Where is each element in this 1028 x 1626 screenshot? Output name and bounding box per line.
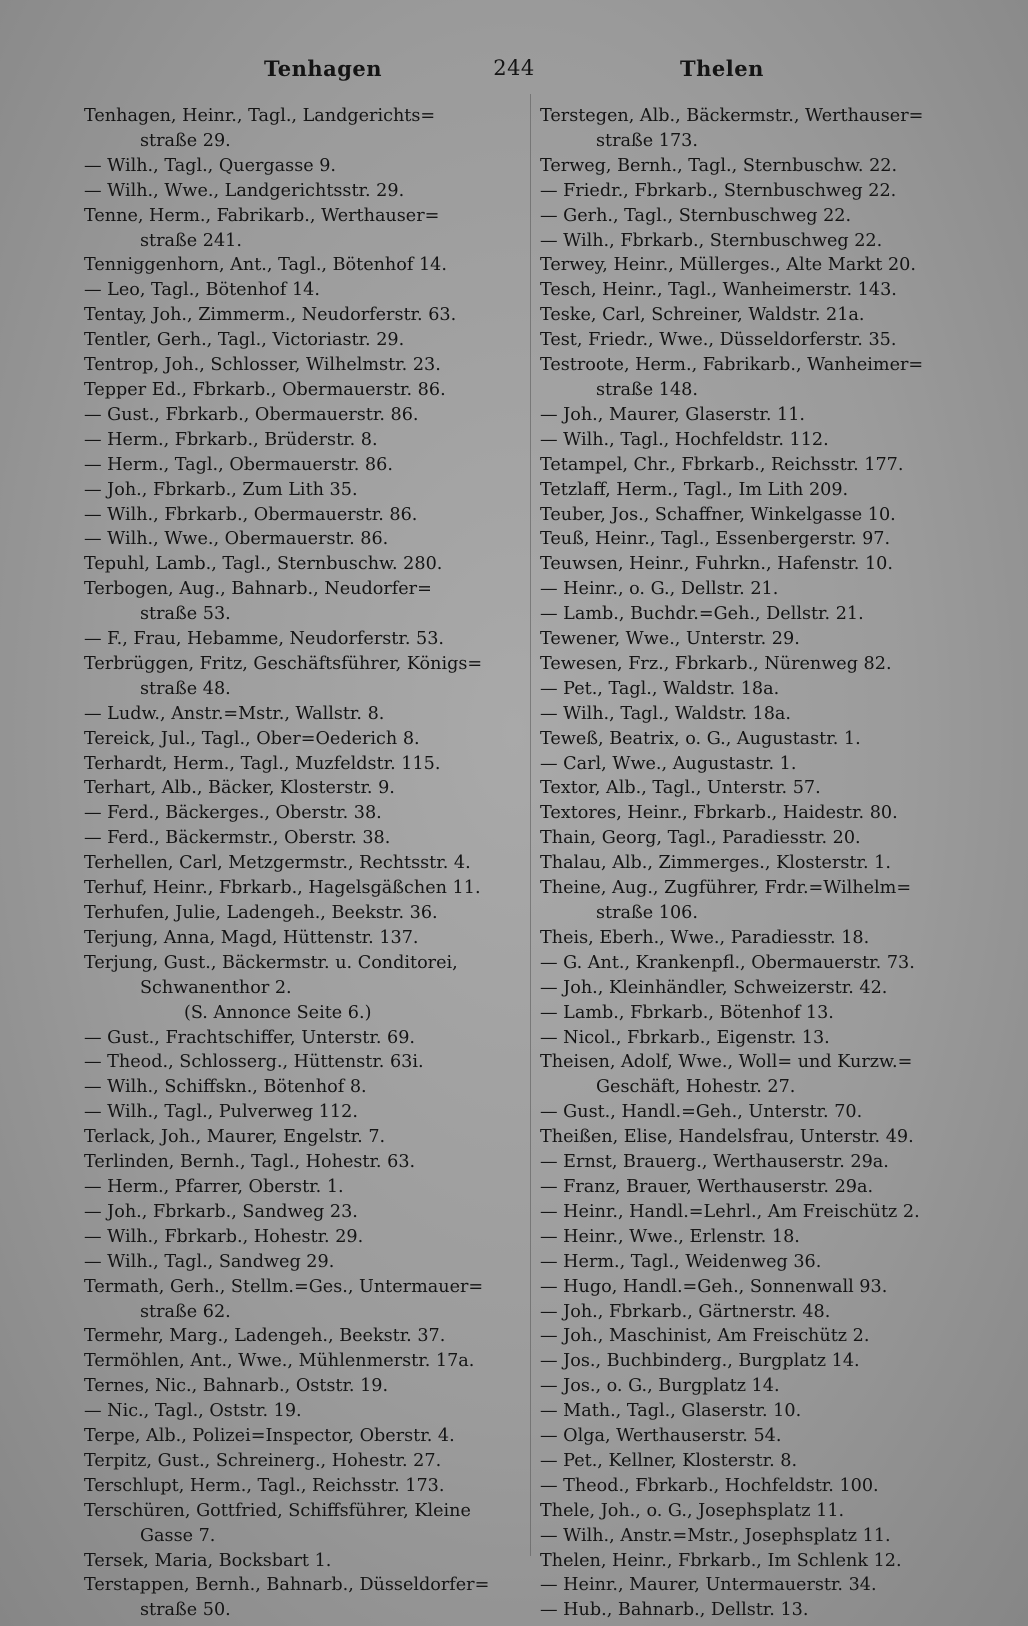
entry-text: Textor, Alb., Tagl., Unterstr. 57. bbox=[540, 778, 821, 799]
entry-text: — Math., Tagl., Glaserstr. 10. bbox=[540, 1401, 802, 1422]
entry-text: Terstegen, Alb., Bäckermstr., Werthauser= bbox=[540, 106, 924, 126]
directory-entry bbox=[84, 702, 514, 727]
entry-continuation: straße 50. bbox=[140, 1600, 231, 1621]
directory-entry bbox=[84, 727, 514, 752]
entry-text: Tepper Ed., Fbrkarb., Obermauerstr. 86. bbox=[84, 379, 446, 400]
directory-entry bbox=[540, 1050, 970, 1100]
directory-entry bbox=[84, 453, 514, 478]
entry-text: — Heinr., Maurer, Untermauerstr. 34. bbox=[540, 1575, 877, 1596]
directory-entry bbox=[540, 926, 970, 951]
directory-entry bbox=[84, 1026, 514, 1051]
entry-text: — Gust., Handl.=Geh., Unterstr. 70. bbox=[540, 1102, 863, 1123]
directory-entry bbox=[84, 154, 514, 179]
entry-text: Tersek, Maria, Bocksbart 1. bbox=[84, 1550, 332, 1571]
directory-entry bbox=[540, 104, 970, 154]
entry-text: Terlack, Joh., Maurer, Engelstr. 7. bbox=[84, 1127, 386, 1148]
entry-text: — Heinr., Handl.=Lehrl., Am Freischütz 2. bbox=[540, 1201, 920, 1222]
directory-entry bbox=[84, 1225, 514, 1250]
directory-entry bbox=[540, 1225, 970, 1250]
entry-text: — Ferd., Bäckermstr., Oberstr. 38. bbox=[84, 828, 391, 849]
directory-entry bbox=[84, 1125, 514, 1150]
entry-text: — Wilh., Fbrkarb., Hohestr. 29. bbox=[84, 1226, 364, 1247]
entry-text: — Theod., Schlosserg., Hüttenstr. 63i. bbox=[84, 1052, 424, 1073]
directory-entry bbox=[84, 776, 514, 801]
entry-continuation: straße 29. bbox=[140, 130, 231, 151]
entry-text: Tenhagen, Heinr., Tagl., Landgerichts= bbox=[84, 106, 436, 126]
entry-text: — G. Ant., Krankenpfl., Obermauerstr. 73. bbox=[540, 952, 915, 973]
directory-entry bbox=[84, 1050, 514, 1075]
entry-text: — Carl, Wwe., Augustastr. 1. bbox=[540, 753, 797, 774]
entry-text: Terjung, Anna, Magd, Hüttenstr. 137. bbox=[84, 927, 419, 948]
entry-continuation: straße 106. bbox=[596, 903, 698, 923]
entry-text: Test, Friedr., Wwe., Düsseldorferstr. 35. bbox=[540, 330, 897, 351]
directory-entry bbox=[540, 1399, 970, 1424]
entry-text: Teske, Carl, Schreiner, Waldstr. 21a. bbox=[540, 305, 865, 326]
entry-continuation: straße 173. bbox=[596, 130, 698, 151]
directory-entry bbox=[84, 1449, 514, 1474]
directory-entry bbox=[540, 1001, 970, 1026]
directory-entry bbox=[84, 876, 514, 901]
directory-entry bbox=[540, 727, 970, 752]
entry-text: — Joh., Maurer, Glaserstr. 11. bbox=[540, 404, 806, 425]
directory-entry bbox=[84, 328, 514, 353]
directory-entry bbox=[540, 278, 970, 303]
directory-entry bbox=[84, 552, 514, 577]
entry-text: — Hugo, Handl.=Geh., Sonnenwall 93. bbox=[540, 1276, 888, 1297]
directory-entry bbox=[540, 403, 970, 428]
entry-text: — Wilh., Wwe., Obermauerstr. 86. bbox=[84, 529, 389, 550]
entry-text: — Wilh., Wwe., Landgerichtsstr. 29. bbox=[84, 180, 405, 201]
directory-entry bbox=[540, 702, 970, 727]
entry-text: Terlinden, Bernh., Tagl., Hohestr. 63. bbox=[84, 1152, 416, 1173]
header-right-keyword: Thelen bbox=[680, 56, 764, 81]
directory-entry bbox=[540, 627, 970, 652]
entry-text: — Gust., Frachtschiffer, Unterstr. 69. bbox=[84, 1027, 416, 1048]
header-left-keyword: Tenhagen bbox=[264, 56, 383, 81]
directory-entry bbox=[84, 1349, 514, 1374]
entry-text: Terbogen, Aug., Bahnarb., Neudorfer= bbox=[84, 579, 432, 600]
directory-entry bbox=[540, 1200, 970, 1225]
directory-entry bbox=[84, 577, 514, 627]
directory-entry bbox=[84, 1474, 514, 1499]
directory-entry bbox=[84, 403, 514, 428]
directory-entry bbox=[540, 801, 970, 826]
directory-entry bbox=[540, 1573, 970, 1598]
entry-text: — Joh., Fbrkarb., Gärtnerstr. 48. bbox=[540, 1301, 831, 1322]
entry-text: Teuwsen, Heinr., Fuhrkn., Hafenstr. 10. bbox=[540, 554, 893, 575]
left-column bbox=[84, 104, 514, 1623]
directory-entry bbox=[84, 527, 514, 552]
entry-text: — Heinr., Wwe., Erlenstr. 18. bbox=[540, 1226, 800, 1247]
directory-entry bbox=[540, 752, 970, 777]
entry-text: Teuß, Heinr., Tagl., Essenbergerstr. 97. bbox=[540, 529, 891, 550]
entry-text: — Theod., Fbrkarb., Hochfeldstr. 100. bbox=[540, 1475, 879, 1496]
directory-entry bbox=[540, 428, 970, 453]
directory-entry bbox=[540, 204, 970, 229]
directory-entry bbox=[84, 353, 514, 378]
directory-entry bbox=[84, 1200, 514, 1225]
directory-entry bbox=[540, 1549, 970, 1574]
directory-entry bbox=[540, 652, 970, 677]
entry-text: Tentrop, Joh., Schlosser, Wilhelmstr. 23. bbox=[84, 355, 441, 376]
entry-text: Terstappen, Bernh., Bahnarb., Düsseldorfer= bbox=[84, 1575, 490, 1596]
entry-text: Tentler, Gerh., Tagl., Victoriastr. 29. bbox=[84, 330, 405, 351]
directory-entry bbox=[540, 1499, 970, 1524]
directory-entry bbox=[540, 154, 970, 179]
directory-entry bbox=[540, 1125, 970, 1150]
directory-entry bbox=[84, 801, 514, 826]
directory-entry bbox=[540, 776, 970, 801]
entry-continuation: straße 53. bbox=[140, 604, 231, 625]
entry-continuation: straße 148. bbox=[596, 379, 698, 400]
directory-entry bbox=[84, 303, 514, 328]
entry-text: — Hub., Bahnarb., Dellstr. 13. bbox=[540, 1600, 809, 1621]
directory-entry bbox=[540, 253, 970, 278]
right-column bbox=[540, 104, 970, 1623]
directory-entry bbox=[540, 1100, 970, 1125]
directory-entry bbox=[84, 826, 514, 851]
directory-entry bbox=[540, 602, 970, 627]
entry-text: — Nicol., Fbrkarb., Eigenstr. 13. bbox=[540, 1027, 830, 1048]
entry-text: — Leo, Tagl., Bötenhof 14. bbox=[84, 280, 320, 301]
directory-entry bbox=[540, 1175, 970, 1200]
page-header bbox=[0, 56, 1028, 90]
directory-entry bbox=[84, 1399, 514, 1424]
entry-text: Tetampel, Chr., Fbrkarb., Reichsstr. 177. bbox=[540, 454, 904, 475]
entry-text: Teweß, Beatrix, o. G., Augustastr. 1. bbox=[540, 728, 861, 749]
entry-text: Terhellen, Carl, Metzgermstr., Rechtsstr. 4. bbox=[84, 853, 471, 874]
entry-text: Tepuhl, Lamb., Tagl., Sternbuschw. 280. bbox=[84, 554, 443, 575]
entry-text: — Olga, Werthauserstr. 54. bbox=[540, 1426, 782, 1447]
entry-annotation: (S. Annonce Seite 6.) bbox=[184, 1002, 372, 1023]
directory-entry bbox=[84, 1075, 514, 1100]
directory-entry bbox=[540, 976, 970, 1001]
entry-text: Tereick, Jul., Tagl., Ober=Oederich 8. bbox=[84, 728, 420, 749]
entry-text: Thelen, Heinr., Fbrkarb., Im Schlenk 12. bbox=[540, 1550, 902, 1571]
directory-entry bbox=[84, 503, 514, 528]
directory-entry bbox=[540, 1524, 970, 1549]
directory-entry bbox=[84, 901, 514, 926]
entry-text: Tenniggenhorn, Ant., Tagl., Bötenhof 14. bbox=[84, 255, 447, 276]
page-number: 244 bbox=[493, 56, 535, 80]
entry-text: — Nic., Tagl., Oststr. 19. bbox=[84, 1401, 302, 1422]
entry-text: Termath, Gerh., Stellm.=Ges., Untermauer= bbox=[84, 1276, 484, 1297]
entry-text: Terpe, Alb., Polizei=Inspector, Oberstr. 4. bbox=[84, 1426, 455, 1447]
directory-entry bbox=[540, 826, 970, 851]
directory-entry bbox=[84, 104, 514, 154]
entry-text: — Heinr., o. G., Dellstr. 21. bbox=[540, 579, 779, 600]
entry-text: — Joh., Fbrkarb., Zum Lith 35. bbox=[84, 479, 358, 500]
entry-continuation: Schwanenthor 2. bbox=[140, 977, 292, 998]
entry-text: — Wilh., Tagl., Pulverweg 112. bbox=[84, 1102, 358, 1123]
entry-text: — Wilh., Fbrkarb., Obermauerstr. 86. bbox=[84, 504, 418, 525]
entry-text: Teuber, Jos., Schaffner, Winkelgasse 10. bbox=[540, 504, 896, 525]
entry-text: Termehr, Marg., Ladengeh., Beekstr. 37. bbox=[84, 1326, 446, 1347]
directory-entry bbox=[84, 478, 514, 503]
directory-entry bbox=[84, 1424, 514, 1449]
directory-entry bbox=[540, 677, 970, 702]
directory-entry bbox=[540, 1275, 970, 1300]
directory-entry bbox=[540, 1026, 970, 1051]
directory-entry bbox=[540, 951, 970, 976]
entry-text: Tewener, Wwe., Unterstr. 29. bbox=[540, 629, 800, 650]
entry-text: — Wilh., Tagl., Hochfeldstr. 112. bbox=[540, 429, 829, 450]
directory-entry bbox=[540, 1424, 970, 1449]
directory-entry bbox=[84, 1324, 514, 1349]
entry-text: — Ernst, Brauerg., Werthauserstr. 29a. bbox=[540, 1152, 889, 1173]
entry-text: Tenne, Herm., Fabrikarb., Werthauser= bbox=[84, 205, 440, 226]
entry-text: Terhardt, Herm., Tagl., Muzfeldstr. 115. bbox=[84, 753, 441, 774]
entry-text: — F., Frau, Hebamme, Neudorferstr. 53. bbox=[84, 629, 445, 650]
entry-text: Theine, Aug., Zugführer, Frdr.=Wilhelm= bbox=[540, 878, 912, 899]
directory-entry bbox=[84, 1275, 514, 1325]
directory-entry bbox=[540, 328, 970, 353]
directory-entry bbox=[84, 253, 514, 278]
entry-continuation: straße 241. bbox=[140, 230, 242, 251]
entry-continuation: straße 48. bbox=[140, 678, 231, 699]
entry-text: — Jos., o. G., Burgplatz 14. bbox=[540, 1376, 780, 1397]
directory-entry bbox=[540, 179, 970, 204]
directory-entry bbox=[84, 1374, 514, 1399]
directory-entry bbox=[540, 1150, 970, 1175]
directory-entry bbox=[540, 453, 970, 478]
entry-text: Terbrüggen, Fritz, Geschäftsführer, Königs= bbox=[84, 653, 483, 674]
entry-text: Testroote, Herm., Fabrikarb., Wanheimer= bbox=[540, 355, 924, 376]
directory-entry bbox=[84, 204, 514, 254]
directory-entry bbox=[84, 926, 514, 951]
entry-text: — Ferd., Bäckerges., Oberstr. 38. bbox=[84, 803, 382, 824]
entry-continuation: Geschäft, Hohestr. 27. bbox=[596, 1077, 796, 1098]
directory-entry bbox=[540, 1250, 970, 1275]
entry-text: Tesch, Heinr., Tagl., Wanheimerstr. 143. bbox=[540, 280, 897, 301]
directory-entry bbox=[540, 1374, 970, 1399]
directory-entry bbox=[540, 1349, 970, 1374]
entry-text: Textores, Heinr., Fbrkarb., Haidestr. 80. bbox=[540, 803, 898, 824]
column-divider bbox=[530, 94, 531, 1556]
entry-text: — Wilh., Fbrkarb., Sternbuschweg 22. bbox=[540, 230, 883, 251]
entry-text: Terpitz, Gust., Schreinerg., Hohestr. 27. bbox=[84, 1450, 442, 1471]
entry-text: — Wilh., Tagl., Sandweg 29. bbox=[84, 1251, 335, 1272]
directory-entry bbox=[84, 1250, 514, 1275]
entry-text: Thalau, Alb., Zimmerges., Klosterstr. 1. bbox=[540, 853, 891, 874]
entry-text: — Pet., Tagl., Waldstr. 18a. bbox=[540, 678, 780, 699]
directory-entry bbox=[540, 851, 970, 876]
entry-text: — Joh., Maschinist, Am Freischütz 2. bbox=[540, 1326, 870, 1347]
entry-text: Thele, Joh., o. G., Josephsplatz 11. bbox=[540, 1500, 845, 1521]
directory-entry bbox=[540, 1324, 970, 1349]
directory-entry bbox=[540, 503, 970, 528]
directory-entry bbox=[540, 1300, 970, 1325]
directory-entry bbox=[84, 1573, 514, 1623]
directory-entry bbox=[540, 353, 970, 403]
directory-entry bbox=[84, 752, 514, 777]
directory-entry bbox=[540, 552, 970, 577]
directory-entry bbox=[84, 1175, 514, 1200]
entry-text: Terhart, Alb., Bäcker, Klosterstr. 9. bbox=[84, 778, 395, 799]
entry-text: Theißen, Elise, Handelsfrau, Unterstr. 49. bbox=[540, 1127, 914, 1148]
entry-text: — Ludw., Anstr.=Mstr., Wallstr. 8. bbox=[84, 703, 385, 724]
directory-entry bbox=[84, 851, 514, 876]
directory-entry bbox=[84, 652, 514, 702]
entry-continuation: Gasse 7. bbox=[140, 1525, 216, 1546]
entry-continuation: straße 62. bbox=[140, 1301, 231, 1322]
entry-text: — Lamb., Buchdr.=Geh., Dellstr. 21. bbox=[540, 604, 864, 625]
entry-text: — Herm., Tagl., Obermauerstr. 86. bbox=[84, 454, 393, 475]
entry-text: Termöhlen, Ant., Wwe., Mühlenmerstr. 17a. bbox=[84, 1351, 475, 1372]
entry-text: — Gerh., Tagl., Sternbuschweg 22. bbox=[540, 205, 852, 226]
entry-text: — Wilh., Tagl., Quergasse 9. bbox=[84, 155, 337, 176]
directory-entry bbox=[540, 229, 970, 254]
directory-entry bbox=[84, 1150, 514, 1175]
entry-text: — Franz, Brauer, Werthauserstr. 29a. bbox=[540, 1176, 874, 1197]
entry-text: Theis, Eberh., Wwe., Paradiesstr. 18. bbox=[540, 927, 870, 948]
directory-entry bbox=[84, 428, 514, 453]
entry-text: — Herm., Fbrkarb., Brüderstr. 8. bbox=[84, 429, 378, 450]
entry-text: Thain, Georg, Tagl., Paradiesstr. 20. bbox=[540, 828, 861, 849]
directory-entry bbox=[540, 1449, 970, 1474]
entry-text: — Friedr., Fbrkarb., Sternbuschweg 22. bbox=[540, 180, 897, 201]
directory-entry bbox=[540, 1598, 970, 1623]
directory-entry bbox=[540, 303, 970, 328]
directory-entry bbox=[84, 1100, 514, 1125]
directory-entry bbox=[540, 478, 970, 503]
entry-text: — Lamb., Fbrkarb., Bötenhof 13. bbox=[540, 1002, 834, 1023]
entry-text: — Herm., Tagl., Weidenweg 36. bbox=[540, 1251, 822, 1272]
entry-text: Terwey, Heinr., Müllerges., Alte Markt 20. bbox=[540, 255, 916, 276]
directory-entry bbox=[540, 527, 970, 552]
directory-entry bbox=[84, 951, 514, 1026]
entry-text: — Wilh., Anstr.=Mstr., Josephsplatz 11. bbox=[540, 1525, 891, 1546]
directory-entry bbox=[84, 278, 514, 303]
entry-text: Terschüren, Gottfried, Schiffsführer, Kleine bbox=[84, 1500, 471, 1521]
entry-text: Terjung, Gust., Bäckermstr. u. Conditorei, bbox=[84, 952, 458, 973]
directory-entry bbox=[84, 378, 514, 403]
entry-text: Terhuf, Heinr., Fbrkarb., Hagelsgäßchen 11. bbox=[84, 878, 481, 899]
entry-text: Ternes, Nic., Bahnarb., Oststr. 19. bbox=[84, 1376, 389, 1397]
directory-entry bbox=[540, 876, 970, 926]
entry-text: — Herm., Pfarrer, Oberstr. 1. bbox=[84, 1176, 344, 1197]
entry-text: Terweg, Bernh., Tagl., Sternbuschw. 22. bbox=[540, 155, 898, 176]
entry-text: — Pet., Kellner, Klosterstr. 8. bbox=[540, 1450, 798, 1471]
entry-text: — Joh., Fbrkarb., Sandweg 23. bbox=[84, 1201, 358, 1222]
directory-entry bbox=[84, 1499, 514, 1549]
directory-entry bbox=[84, 627, 514, 652]
entry-text: Theisen, Adolf, Wwe., Woll= und Kurzw.= bbox=[540, 1052, 913, 1073]
entry-text: Tentay, Joh., Zimmerm., Neudorferstr. 63. bbox=[84, 305, 457, 326]
entry-text: Terhufen, Julie, Ladengeh., Beekstr. 36. bbox=[84, 903, 438, 923]
directory-entry bbox=[540, 577, 970, 602]
directory-entry bbox=[540, 1474, 970, 1499]
directory-entry bbox=[84, 1549, 514, 1574]
directory-entry bbox=[84, 179, 514, 204]
entry-text: — Jos., Buchbinderg., Burgplatz 14. bbox=[540, 1351, 860, 1372]
entry-text: — Wilh., Tagl., Waldstr. 18a. bbox=[540, 703, 792, 724]
entry-text: Tetzlaff, Herm., Tagl., Im Lith 209. bbox=[540, 479, 849, 500]
entry-text: — Gust., Fbrkarb., Obermauerstr. 86. bbox=[84, 404, 419, 425]
entry-text: Tewesen, Frz., Fbrkarb., Nürenweg 82. bbox=[540, 653, 892, 674]
entry-text: — Wilh., Schiffskn., Bötenhof 8. bbox=[84, 1077, 367, 1098]
entry-text: — Joh., Kleinhändler, Schweizerstr. 42. bbox=[540, 977, 888, 998]
entry-text: Terschlupt, Herm., Tagl., Reichsstr. 173. bbox=[84, 1475, 445, 1496]
